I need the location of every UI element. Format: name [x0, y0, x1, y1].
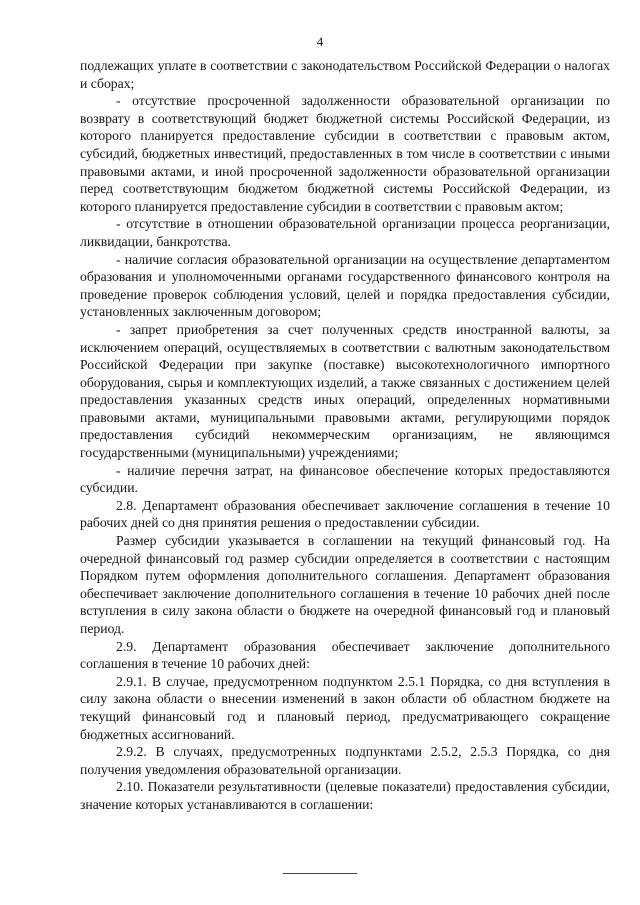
paragraph-condition-currency-ban: - запрет приобретения за счет полученных средств иностранной валюты, за исключением операций, осуществляемых в соответствии с валютным законодательством Российской Федерации при закупке (поставке) высокотехнологичного импортного оборудования, сырья и комплектующих изделий, а также связанных с достижением целей предоставления указанных средств иных операций, определенных нормативными правовыми актами, муниципальными правовыми актами, регулирующими порядок предоставления субсидий некоммерческим организациям, не являющимся государственными (муниципальными) учреждениями;: [80, 321, 610, 461]
paragraph-condition-expense-list: - наличие перечня затрат, на финансовое обеспечение которых предоставляются субсидии.: [80, 462, 610, 496]
footer-divider: [283, 873, 357, 874]
paragraph-2-9: 2.9. Департамент образования обеспечивает заключение дополнительного соглашения в течение 10 рабочих дней:: [80, 638, 610, 672]
document-body: [80, 57, 610, 814]
paragraph-continuation: подлежащих уплате в соответствии с законодательством Российской Федерации о налогах и сборах;: [80, 58, 610, 91]
paragraph-2-9-1: 2.9.1. В случае, предусмотренном подпунктом 2.5.1 Порядка, со дня вступления в силу закона области о внесении изменений в закон области об областном бюджете на текущий финансовый год и плановый период, предусматривающего сокращение бюджетных ассигнований.: [80, 673, 610, 742]
page-number: 4: [316, 34, 324, 49]
paragraph-2-8: 2.8. Департамент образования обеспечивает заключение соглашения в течение 10 рабочих дней со дня принятия решения о предоставлении субсидии.: [80, 497, 610, 531]
paragraph-subsidy-amount: Размер субсидии указывается в соглашении на текущий финансовый год. На очередной финансовый год размер субсидии определяется в соответствии с настоящим Порядком путем оформления дополнительного соглашения. Департамент образования обеспечивает заключение дополнительного соглашения в течение 10 рабочих дней после вступления в силу закона области о бюджете на очередной финансовый год и плановый период.: [80, 533, 610, 636]
paragraph-2-9-2: 2.9.2. В случаях, предусмотренных подпунктами 2.5.2, 2.5.3 Порядка, со дня получения уведомления образовательной организации.: [80, 744, 610, 777]
paragraph-condition-audit-consent: - наличие согласия образовательной организации на осуществление департаментом образования и уполномоченными органами государственного финансового контроля на проведение проверок соблюдения условий, целей и порядка предоставления субсидии, установленных заключенным договором;: [80, 251, 610, 320]
paragraph-2-10: 2.10. Показатели результативности (целевые показатели) предоставления субсидии, значение которых устанавливаются в соглашении:: [80, 779, 610, 812]
paragraph-condition-no-reorganization: - отсутствие в отношении образовательной организации процесса реорганизации, ликвидации, банкротства.: [80, 216, 610, 249]
paragraph-condition-no-overdue-debt: - отсутствие просроченной задолженности образовательной организации по возврату в соответствующий бюджет бюджетной системы Российской Федерации, из которого планируется предоставление субсидии в соответствии с правовым актом, субсидий, бюджетных инвестиций, предоставленных в том числе в соответствии с иными правовыми актами, и иной просроченной задолженности образовательной организации перед соответствующим бюджетом бюджетной системы Российской Федерации, из которого планируется предоставление субсидии в соответствии с правовым актом;: [80, 93, 610, 214]
